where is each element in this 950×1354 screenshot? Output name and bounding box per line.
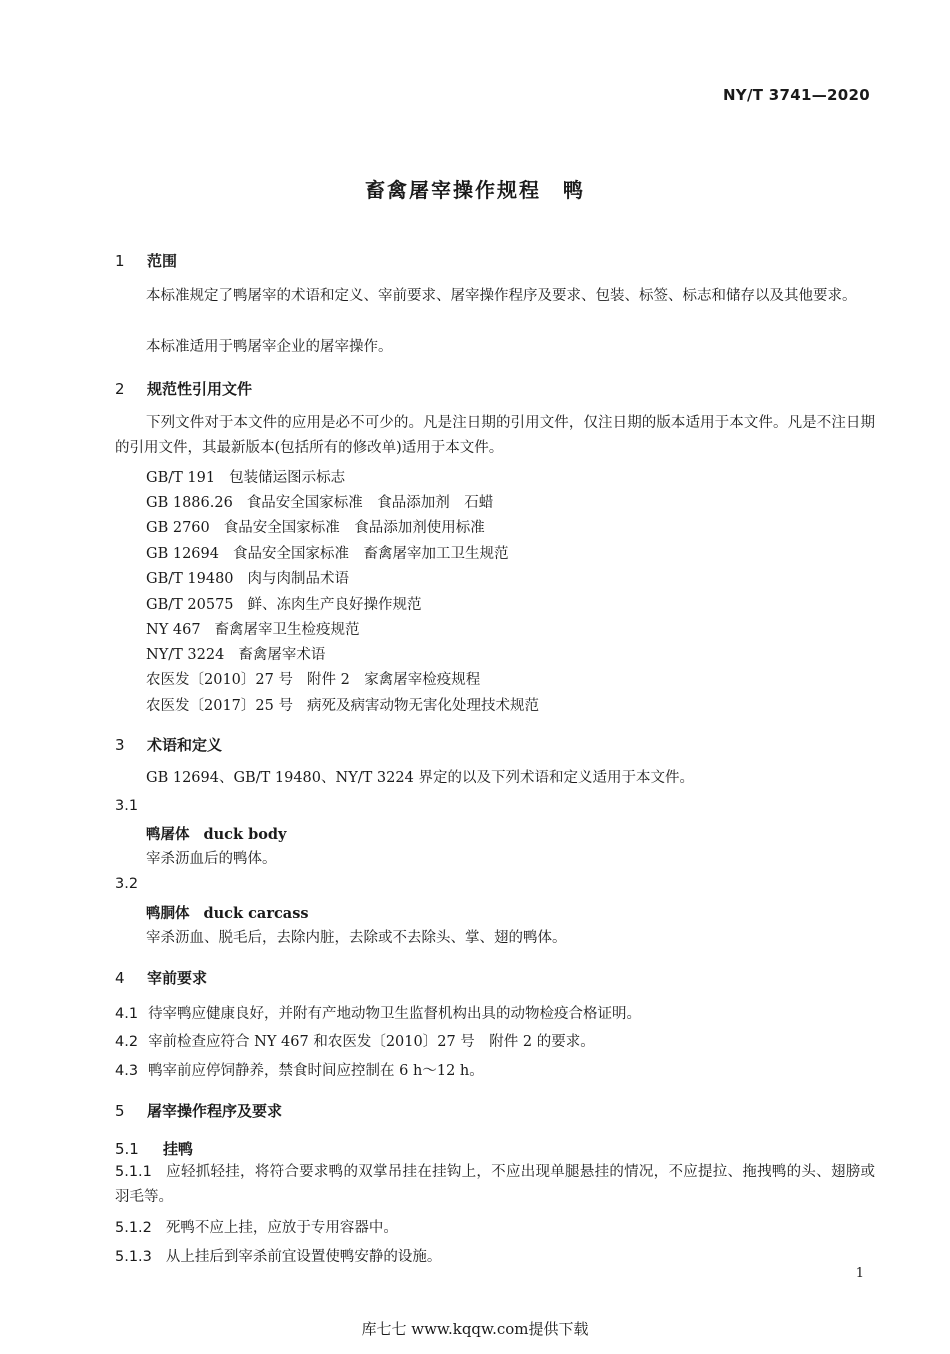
reference-item xyxy=(146,643,325,664)
section-number: 1 xyxy=(115,252,125,270)
section-2-heading xyxy=(115,378,252,399)
standard-number: NY/T 3741—2020 xyxy=(722,86,870,104)
term-heading xyxy=(146,902,309,923)
clause-text: 从上挂后到宰杀前宜设置使鸭安静的设施。 xyxy=(165,1249,442,1265)
reference-item xyxy=(146,466,345,487)
reference-name: 病死及病害动物无害化处理技术规范 xyxy=(306,698,539,714)
reference-name: 食品安全国家标准 食品添加剂使用标准 xyxy=(223,520,485,536)
clause-item xyxy=(115,1160,875,1210)
clause-text: 死鸭不应上挂，应放于专用容器中。 xyxy=(165,1220,398,1236)
reference-code: GB 1886.26 xyxy=(146,495,233,511)
reference-item xyxy=(146,542,508,563)
reference-name: 附件 2 家禽屠宰检疫规程 xyxy=(306,672,481,688)
term-definition: 宰杀沥血后的鸭体。 xyxy=(146,851,277,867)
reference-name: 畜禽屠宰卫生检疫规范 xyxy=(214,622,360,638)
clause-number: 4.1 xyxy=(115,1006,139,1022)
reference-code: GB/T 20575 xyxy=(146,597,234,613)
reference-item xyxy=(146,694,539,715)
term-english: duck carcass xyxy=(203,905,309,922)
clause-item xyxy=(115,1216,398,1241)
reference-code: NY/T 3224 xyxy=(146,647,225,663)
section-number: 3 xyxy=(115,736,125,754)
section-1-paragraph-2: 本标准适用于鸭屠宰企业的屠宰操作。 xyxy=(146,339,393,355)
section-1-paragraph-1: 本标准规定了鸭屠宰的术语和定义、宰前要求、屠宰操作程序及要求、包装、标签、标志和储存以及其他要求。 xyxy=(146,288,857,304)
section-number: 4 xyxy=(115,969,125,987)
section-number: 2 xyxy=(115,380,125,398)
clause-number: 5.1.3 xyxy=(115,1249,152,1265)
clause-text: 应轻抓轻挂，将符合要求鸭的双掌吊挂在挂钩上，不应出现单腿悬挂的情况，不应提拉、拖拽鸭的头、翅膀或羽毛等。 xyxy=(115,1164,875,1205)
subsection-number: 5.1 xyxy=(115,1140,139,1158)
clause-number: 5.1.2 xyxy=(115,1220,152,1236)
term-number: 3.2 xyxy=(115,876,139,892)
reference-item xyxy=(146,593,422,614)
clause-number: 4.3 xyxy=(115,1063,139,1079)
reference-name: 畜禽屠宰术语 xyxy=(238,647,326,663)
section-5-heading xyxy=(115,1100,282,1121)
section-4-heading xyxy=(115,967,207,988)
clause-text: 鸭宰前应停饲静养，禁食时间应控制在 6 h～12 h。 xyxy=(148,1063,484,1079)
reference-item xyxy=(146,567,349,588)
term-definition: 宰杀沥血、脱毛后，去除内脏，去除或不去除头、掌、翅的鸭体。 xyxy=(146,930,567,946)
section-title: 宰前要求 xyxy=(147,969,208,987)
reference-item xyxy=(146,491,493,512)
section-title: 术语和定义 xyxy=(147,736,223,754)
reference-name: 食品安全国家标准 畜禽屠宰加工卫生规范 xyxy=(232,546,509,562)
page-number: 1 xyxy=(855,1266,864,1281)
reference-code: NY 467 xyxy=(146,622,201,638)
clause-item xyxy=(115,1245,441,1270)
reference-code: GB/T 191 xyxy=(146,470,216,486)
clause-item xyxy=(115,1002,641,1027)
reference-item xyxy=(146,618,360,639)
section-number: 5 xyxy=(115,1102,125,1120)
download-footer: 库七七 www.kqqw.com提供下载 xyxy=(361,1320,589,1338)
clause-item xyxy=(115,1030,595,1055)
reference-code: 农医发〔2017〕25 号 xyxy=(146,698,293,714)
section-title: 规范性引用文件 xyxy=(147,380,253,398)
reference-name: 鲜、冻肉生产良好操作规范 xyxy=(247,597,422,613)
document-title: 畜禽屠宰操作规程 鸭 xyxy=(365,178,585,202)
term-heading xyxy=(146,823,286,844)
reference-name: 包装储运图示标志 xyxy=(229,470,346,486)
reference-item xyxy=(146,668,480,689)
section-2-paragraph-1: 下列文件对于本文件的应用是必不可少的。凡是注日期的引用文件，仅注日期的版本适用于本文件。凡是不注日期的引用文件，其最新版本(包括所有的修改单)适用于本文件。 xyxy=(115,415,875,456)
section-title: 屠宰操作程序及要求 xyxy=(147,1102,283,1120)
clause-text: 宰前检查应符合 NY 467 和农医发〔2010〕27 号 附件 2 的要求。 xyxy=(148,1034,595,1050)
clause-number: 4.2 xyxy=(115,1034,139,1050)
section-3-paragraph-1: GB 12694、GB/T 19480、NY/T 3224 界定的以及下列术语和定义适用于本文件。 xyxy=(146,770,694,786)
reference-name: 肉与肉制品术语 xyxy=(247,571,350,587)
subsection-5-1-heading xyxy=(115,1138,193,1159)
section-3-heading xyxy=(115,734,222,755)
reference-code: 农医发〔2010〕27 号 xyxy=(146,672,293,688)
term-chinese: 鸭胴体 xyxy=(146,906,190,922)
clause-number: 5.1.1 xyxy=(115,1164,152,1180)
term-number: 3.1 xyxy=(115,798,139,814)
reference-name: 食品安全国家标准 食品添加剂 石蜡 xyxy=(246,495,494,511)
section-1-heading xyxy=(115,250,177,271)
term-english: duck body xyxy=(203,826,287,843)
term-chinese: 鸭屠体 xyxy=(146,827,190,843)
clause-text: 待宰鸭应健康良好，并附有产地动物卫生监督机构出具的动物检疫合格证明。 xyxy=(148,1006,642,1022)
section-title: 范围 xyxy=(147,252,178,270)
reference-item xyxy=(146,516,485,537)
reference-code: GB/T 19480 xyxy=(146,571,234,587)
subsection-title: 挂鸭 xyxy=(163,1140,194,1158)
reference-code: GB 12694 xyxy=(146,546,219,562)
clause-item xyxy=(115,1059,484,1084)
reference-code: GB 2760 xyxy=(146,520,210,536)
